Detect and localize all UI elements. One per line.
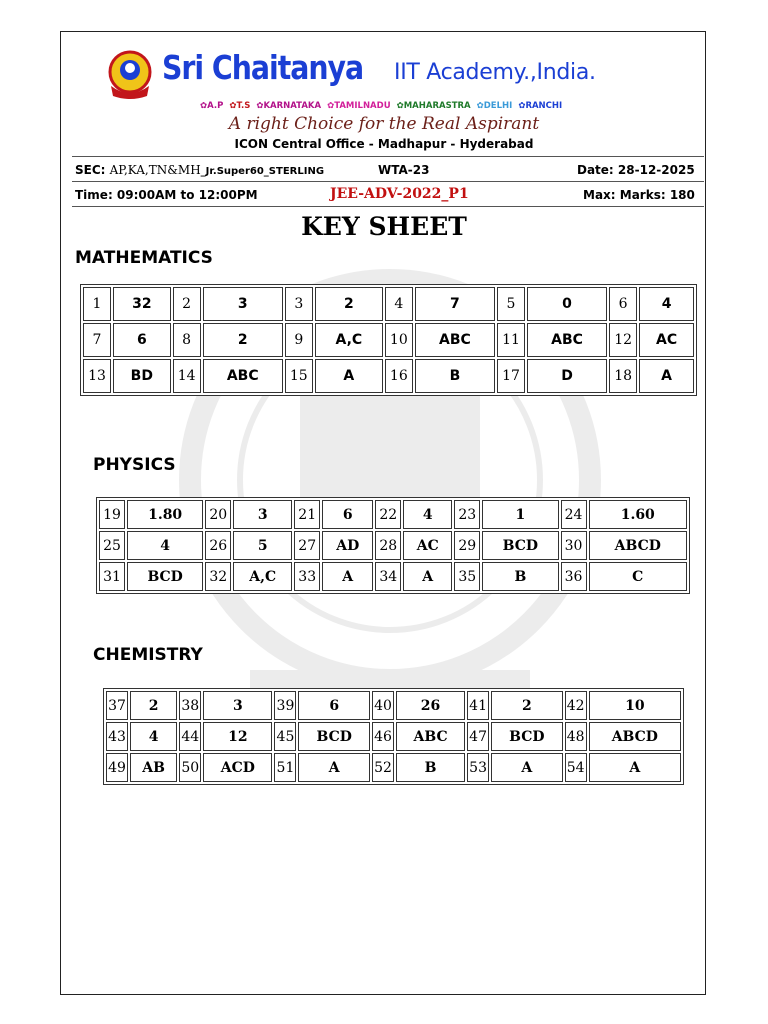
state-label: DELHI — [483, 101, 513, 111]
section-suffix: _Jr.Super60_STERLING — [200, 166, 325, 177]
answer-value: 4 — [639, 287, 694, 321]
flower-bullet-icon: ✿ — [396, 101, 404, 111]
answer-value: A — [491, 753, 563, 782]
answer-value: B — [396, 753, 465, 782]
answer-value: 6 — [113, 323, 171, 357]
question-number: 36 — [561, 562, 587, 591]
answer-value: A — [403, 562, 452, 591]
answer-value: 1.60 — [589, 500, 687, 529]
question-number: 38 — [179, 691, 201, 720]
divider — [72, 156, 704, 157]
answer-value: 2 — [315, 287, 383, 321]
question-number: 43 — [106, 722, 128, 751]
question-number: 26 — [205, 531, 231, 560]
question-number: 49 — [106, 753, 128, 782]
answer-value: BCD — [482, 531, 558, 560]
question-number: 14 — [173, 359, 201, 393]
state-item — [477, 101, 513, 111]
state-label: RANCHI — [525, 101, 563, 111]
answer-value: B — [482, 562, 558, 591]
state-item — [327, 101, 391, 111]
question-number: 10 — [385, 323, 413, 357]
question-number: 33 — [294, 562, 320, 591]
key-table-mathematics — [80, 284, 697, 396]
question-number: 1 — [83, 287, 111, 321]
answer-value: BCD — [491, 722, 563, 751]
answer-value: 12 — [203, 722, 272, 751]
answer-value: AD — [322, 531, 373, 560]
question-number: 15 — [285, 359, 313, 393]
answer-value: 4 — [403, 500, 452, 529]
answer-value: 2 — [130, 691, 177, 720]
answer-value: BCD — [298, 722, 370, 751]
question-number: 23 — [454, 500, 480, 529]
question-number: 40 — [372, 691, 394, 720]
key-table-chemistry — [103, 688, 684, 785]
question-number: 48 — [565, 722, 587, 751]
answer-value: A — [298, 753, 370, 782]
answer-value: BCD — [127, 562, 203, 591]
brand-name: Sri Chaitanya — [162, 48, 364, 87]
office-address: ICON Central Office - Madhapur - Hyderabad — [234, 137, 534, 151]
question-number: 37 — [106, 691, 128, 720]
subject-title-chemistry: CHEMISTRY — [93, 645, 203, 665]
state-item — [229, 101, 250, 111]
answer-value: A — [315, 359, 383, 393]
answer-value: 3 — [203, 287, 283, 321]
question-number: 2 — [173, 287, 201, 321]
question-number: 46 — [372, 722, 394, 751]
flower-bullet-icon: ✿ — [200, 101, 208, 111]
question-number: 13 — [83, 359, 111, 393]
answer-value: C — [589, 562, 687, 591]
answer-value: D — [527, 359, 607, 393]
subject-title-physics: PHYSICS — [93, 455, 176, 475]
answer-value: A,C — [315, 323, 383, 357]
answer-value: 6 — [322, 500, 373, 529]
state-item — [397, 101, 471, 111]
answer-value: A — [639, 359, 694, 393]
answer-value: 1.80 — [127, 500, 203, 529]
state-label: KARNATAKA — [263, 101, 322, 111]
exam-time: Time: 09:00AM to 12:00PM — [75, 188, 258, 202]
question-number: 42 — [565, 691, 587, 720]
key-row — [99, 531, 687, 560]
question-number: 8 — [173, 323, 201, 357]
question-number: 9 — [285, 323, 313, 357]
question-number: 6 — [609, 287, 637, 321]
max-marks: Max: Marks: 180 — [583, 188, 695, 202]
question-number: 31 — [99, 562, 125, 591]
answer-value: ABC — [415, 323, 495, 357]
answer-value: 6 — [298, 691, 370, 720]
section-label: SEC: — [75, 163, 106, 177]
question-number: 7 — [83, 323, 111, 357]
question-number: 44 — [179, 722, 201, 751]
brand — [162, 48, 596, 87]
answer-value: ABCD — [589, 531, 687, 560]
question-number: 4 — [385, 287, 413, 321]
question-number: 47 — [467, 722, 489, 751]
answer-value: 1 — [482, 500, 558, 529]
divider — [72, 181, 704, 182]
key-row — [83, 323, 694, 357]
question-number: 30 — [561, 531, 587, 560]
answer-value: 0 — [527, 287, 607, 321]
state-label: A.P — [207, 101, 224, 111]
state-item — [518, 101, 562, 111]
key-row — [83, 359, 694, 393]
question-number: 39 — [274, 691, 296, 720]
flower-bullet-icon: ✿ — [327, 101, 335, 111]
question-number: 11 — [497, 323, 525, 357]
answer-value: AC — [639, 323, 694, 357]
question-number: 25 — [99, 531, 125, 560]
divider — [72, 206, 704, 207]
question-number: 20 — [205, 500, 231, 529]
key-row — [106, 691, 681, 720]
question-number: 27 — [294, 531, 320, 560]
answer-value: ABCD — [589, 722, 681, 751]
state-item — [256, 101, 321, 111]
page-title: KEY SHEET — [301, 212, 467, 241]
key-row — [83, 287, 694, 321]
flower-bullet-icon: ✿ — [229, 101, 237, 111]
test-code: WTA-23 — [378, 163, 430, 177]
answer-value: 5 — [233, 531, 292, 560]
answer-value: 3 — [203, 691, 272, 720]
question-number: 17 — [497, 359, 525, 393]
question-number: 21 — [294, 500, 320, 529]
answer-value: 4 — [127, 531, 203, 560]
flower-bullet-icon: ✿ — [256, 101, 264, 111]
answer-value: 26 — [396, 691, 465, 720]
answer-value: 2 — [203, 323, 283, 357]
state-list — [200, 101, 562, 111]
state-label: TAMILNADU — [334, 101, 391, 111]
answer-value: B — [415, 359, 495, 393]
question-number: 54 — [565, 753, 587, 782]
answer-value: A — [322, 562, 373, 591]
question-number: 3 — [285, 287, 313, 321]
flower-bullet-icon: ✿ — [476, 101, 484, 111]
answer-value: BD — [113, 359, 171, 393]
question-number: 5 — [497, 287, 525, 321]
question-number: 53 — [467, 753, 489, 782]
logo — [107, 50, 153, 100]
question-number: 19 — [99, 500, 125, 529]
question-number: 34 — [375, 562, 401, 591]
exam-date: Date: 28-12-2025 — [577, 163, 695, 177]
question-number: 50 — [179, 753, 201, 782]
answer-value: 2 — [491, 691, 563, 720]
question-number: 18 — [609, 359, 637, 393]
answer-value: ABC — [396, 722, 465, 751]
question-number: 32 — [205, 562, 231, 591]
key-row — [99, 500, 687, 529]
question-number: 29 — [454, 531, 480, 560]
section-info — [75, 163, 324, 177]
question-number: 45 — [274, 722, 296, 751]
answer-value: A — [589, 753, 681, 782]
key-table-physics — [96, 497, 690, 594]
section-value: AP,KA,TN&MH — [109, 163, 201, 177]
answer-value: 32 — [113, 287, 171, 321]
question-number: 24 — [561, 500, 587, 529]
question-number: 35 — [454, 562, 480, 591]
question-number: 51 — [274, 753, 296, 782]
question-number: 22 — [375, 500, 401, 529]
question-number: 41 — [467, 691, 489, 720]
answer-value: ABC — [527, 323, 607, 357]
answer-value: ABC — [203, 359, 283, 393]
state-label: T.S — [236, 101, 251, 111]
answer-value: AB — [130, 753, 177, 782]
state-item — [200, 101, 223, 111]
answer-value: AC — [403, 531, 452, 560]
question-number: 28 — [375, 531, 401, 560]
key-row — [106, 753, 681, 782]
subject-title-mathematics: MATHEMATICS — [75, 248, 213, 268]
exam-name: JEE-ADV-2022_P1 — [330, 186, 469, 202]
answer-value: 10 — [589, 691, 681, 720]
state-label: MAHARASTRA — [403, 101, 471, 111]
question-number: 16 — [385, 359, 413, 393]
key-row — [106, 722, 681, 751]
brand-subtitle: IIT Academy.,India. — [394, 60, 596, 85]
question-number: 52 — [372, 753, 394, 782]
answer-value: A,C — [233, 562, 292, 591]
flower-bullet-icon: ✿ — [518, 101, 526, 111]
tagline: A right Choice for the Real Aspirant — [228, 114, 540, 134]
key-row — [99, 562, 687, 591]
question-number: 12 — [609, 323, 637, 357]
answer-value: 4 — [130, 722, 177, 751]
answer-value: 3 — [233, 500, 292, 529]
answer-value: 7 — [415, 287, 495, 321]
answer-value: ACD — [203, 753, 272, 782]
